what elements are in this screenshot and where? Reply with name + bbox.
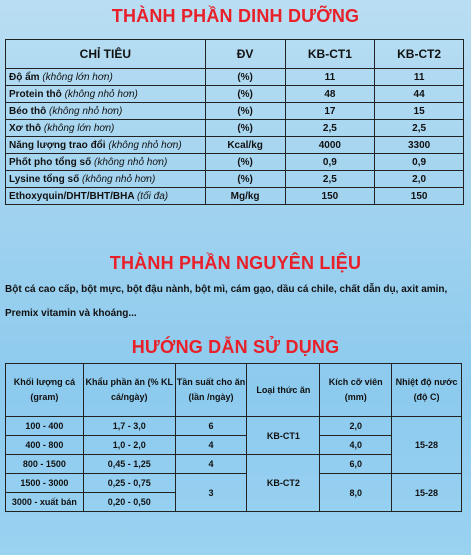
criteria-cell [6, 120, 206, 137]
criteria-name: Béo thô [9, 105, 47, 117]
ration-cell: 0,45 - 1,25 [83, 455, 175, 474]
usage-row [6, 474, 462, 493]
ration-cell: 0,25 - 0,75 [83, 474, 175, 493]
nutrition-table [5, 39, 464, 205]
kb-ct2-cell: 44 [375, 86, 464, 103]
kb-ct1-cell: 11 [285, 69, 375, 86]
criteria-cell [6, 171, 206, 188]
criteria-cell [6, 154, 206, 171]
nutrition-row [6, 154, 464, 171]
kb-ct2-cell: 3300 [375, 137, 464, 154]
criteria-note: (không lớn hơn) [43, 122, 115, 134]
kb-ct2-cell: 2,0 [375, 171, 464, 188]
header-water-temp: Nhiệt độ nước (độ C) [392, 364, 462, 417]
kb-ct1-cell: 0,9 [285, 154, 375, 171]
nutrition-header-row [6, 40, 464, 69]
ration-cell: 1,0 - 2,0 [83, 436, 175, 455]
unit-cell: Kcal/kg [205, 137, 285, 154]
criteria-name: Lysine tổng số [9, 173, 80, 185]
kb-ct2-cell: 0,9 [375, 154, 464, 171]
criteria-note: (tối đa) [136, 190, 169, 202]
header-fish-weight: Khối lượng cá (gram) [6, 364, 84, 417]
unit-cell: Mg/kg [205, 188, 285, 205]
pellet-size-cell: 6,0 [320, 455, 392, 474]
feed-type-cell: KB-CT2 [247, 455, 320, 512]
water-temp-cell: 15-28 [392, 474, 462, 512]
kb-ct1-cell: 2,5 [285, 120, 375, 137]
fish-weight-cell: 1500 - 3000 [6, 474, 84, 493]
unit-cell: (%) [205, 120, 285, 137]
frequency-cell: 3 [175, 474, 247, 512]
header-ration: Khẩu phần ăn (% KL cá/ngày) [83, 364, 175, 417]
nutrition-row [6, 188, 464, 205]
frequency-cell: 6 [175, 417, 247, 436]
nutrition-row [6, 171, 464, 188]
fish-weight-cell: 3000 - xuất bán [6, 493, 84, 512]
criteria-name: Xơ thô [9, 122, 42, 134]
criteria-note: (không nhỏ hơn) [108, 139, 182, 151]
pellet-size-cell: 4,0 [320, 436, 392, 455]
kb-ct1-cell: 2,5 [285, 171, 375, 188]
kb-ct1-cell: 150 [285, 188, 375, 205]
kb-ct2-cell: 15 [375, 103, 464, 120]
nutrition-row [6, 120, 464, 137]
kb-ct1-cell: 17 [285, 103, 375, 120]
header-frequency: Tần suất cho ăn (lần /ngày) [175, 364, 247, 417]
frequency-cell: 4 [175, 455, 247, 474]
header-unit: ĐV [205, 40, 285, 69]
criteria-cell [6, 86, 206, 103]
unit-cell: (%) [205, 171, 285, 188]
kb-ct2-cell: 11 [375, 69, 464, 86]
header-criteria: CHỈ TIÊU [6, 40, 206, 69]
nutrition-row [6, 69, 464, 86]
nutrition-row [6, 103, 464, 120]
usage-row [6, 417, 462, 436]
criteria-note: (không nhỏ hơn) [93, 156, 168, 168]
unit-cell: (%) [205, 69, 285, 86]
criteria-note: (không nhỏ hơn) [64, 88, 138, 100]
unit-cell: (%) [205, 103, 285, 120]
ration-cell: 0,20 - 0,50 [83, 493, 175, 512]
nutrition-row [6, 86, 464, 103]
ingredients-text: Bột cá cao cấp, bột mực, bột đậu nành, bột mì, cám gạo, dầu cá chile, chất dẫn dụ, axit amin, Premix vitamin và khoáng... [5, 284, 448, 319]
criteria-name: Ethoxyquin/DHT/BHT/BHA [9, 190, 135, 202]
criteria-name: Protein thô [9, 88, 62, 100]
fish-weight-cell: 100 - 400 [6, 417, 84, 436]
pellet-size-cell: 2,0 [320, 417, 392, 436]
ingredients-title: THÀNH PHẦN NGUYÊN LIỆU [109, 253, 362, 273]
feed-type-cell: KB-CT1 [247, 417, 320, 455]
water-temp-cell: 15-28 [392, 417, 462, 474]
criteria-cell [6, 137, 206, 154]
criteria-note: (không nhỏ hơn) [49, 105, 123, 117]
header-kb-ct1: KB-CT1 [285, 40, 375, 69]
nutrition-title: THÀNH PHẦN DINH DƯỠNG [111, 6, 360, 26]
frequency-cell: 4 [175, 436, 247, 455]
fish-weight-cell: 800 - 1500 [6, 455, 84, 474]
criteria-note: (không lớn hơn) [42, 71, 113, 83]
kb-ct2-cell: 150 [375, 188, 464, 205]
criteria-cell [6, 69, 206, 86]
fish-weight-cell: 400 - 800 [6, 436, 84, 455]
usage-table [5, 363, 462, 512]
kb-ct2-cell: 2,5 [375, 120, 464, 137]
usage-title: HƯỚNG DẪN SỬ DỤNG [131, 337, 340, 357]
criteria-name: Độ ẩm [9, 71, 40, 83]
criteria-name: Phốt pho tổng số [9, 156, 92, 168]
unit-cell: (%) [205, 154, 285, 171]
criteria-cell [6, 188, 206, 205]
pellet-size-cell: 8,0 [320, 474, 392, 512]
header-feed-type: Loại thức ăn [247, 364, 320, 417]
criteria-name: Năng lượng trao đổi [9, 139, 106, 151]
kb-ct1-cell: 4000 [285, 137, 375, 154]
usage-header-row [6, 364, 462, 417]
unit-cell: (%) [205, 86, 285, 103]
criteria-note: (không nhỏ hơn) [81, 173, 156, 185]
header-kb-ct2: KB-CT2 [375, 40, 464, 69]
kb-ct1-cell: 48 [285, 86, 375, 103]
nutrition-row [6, 137, 464, 154]
criteria-cell [6, 103, 206, 120]
ration-cell: 1,7 - 3,0 [83, 417, 175, 436]
header-pellet-size: Kích cỡ viên (mm) [320, 364, 392, 417]
